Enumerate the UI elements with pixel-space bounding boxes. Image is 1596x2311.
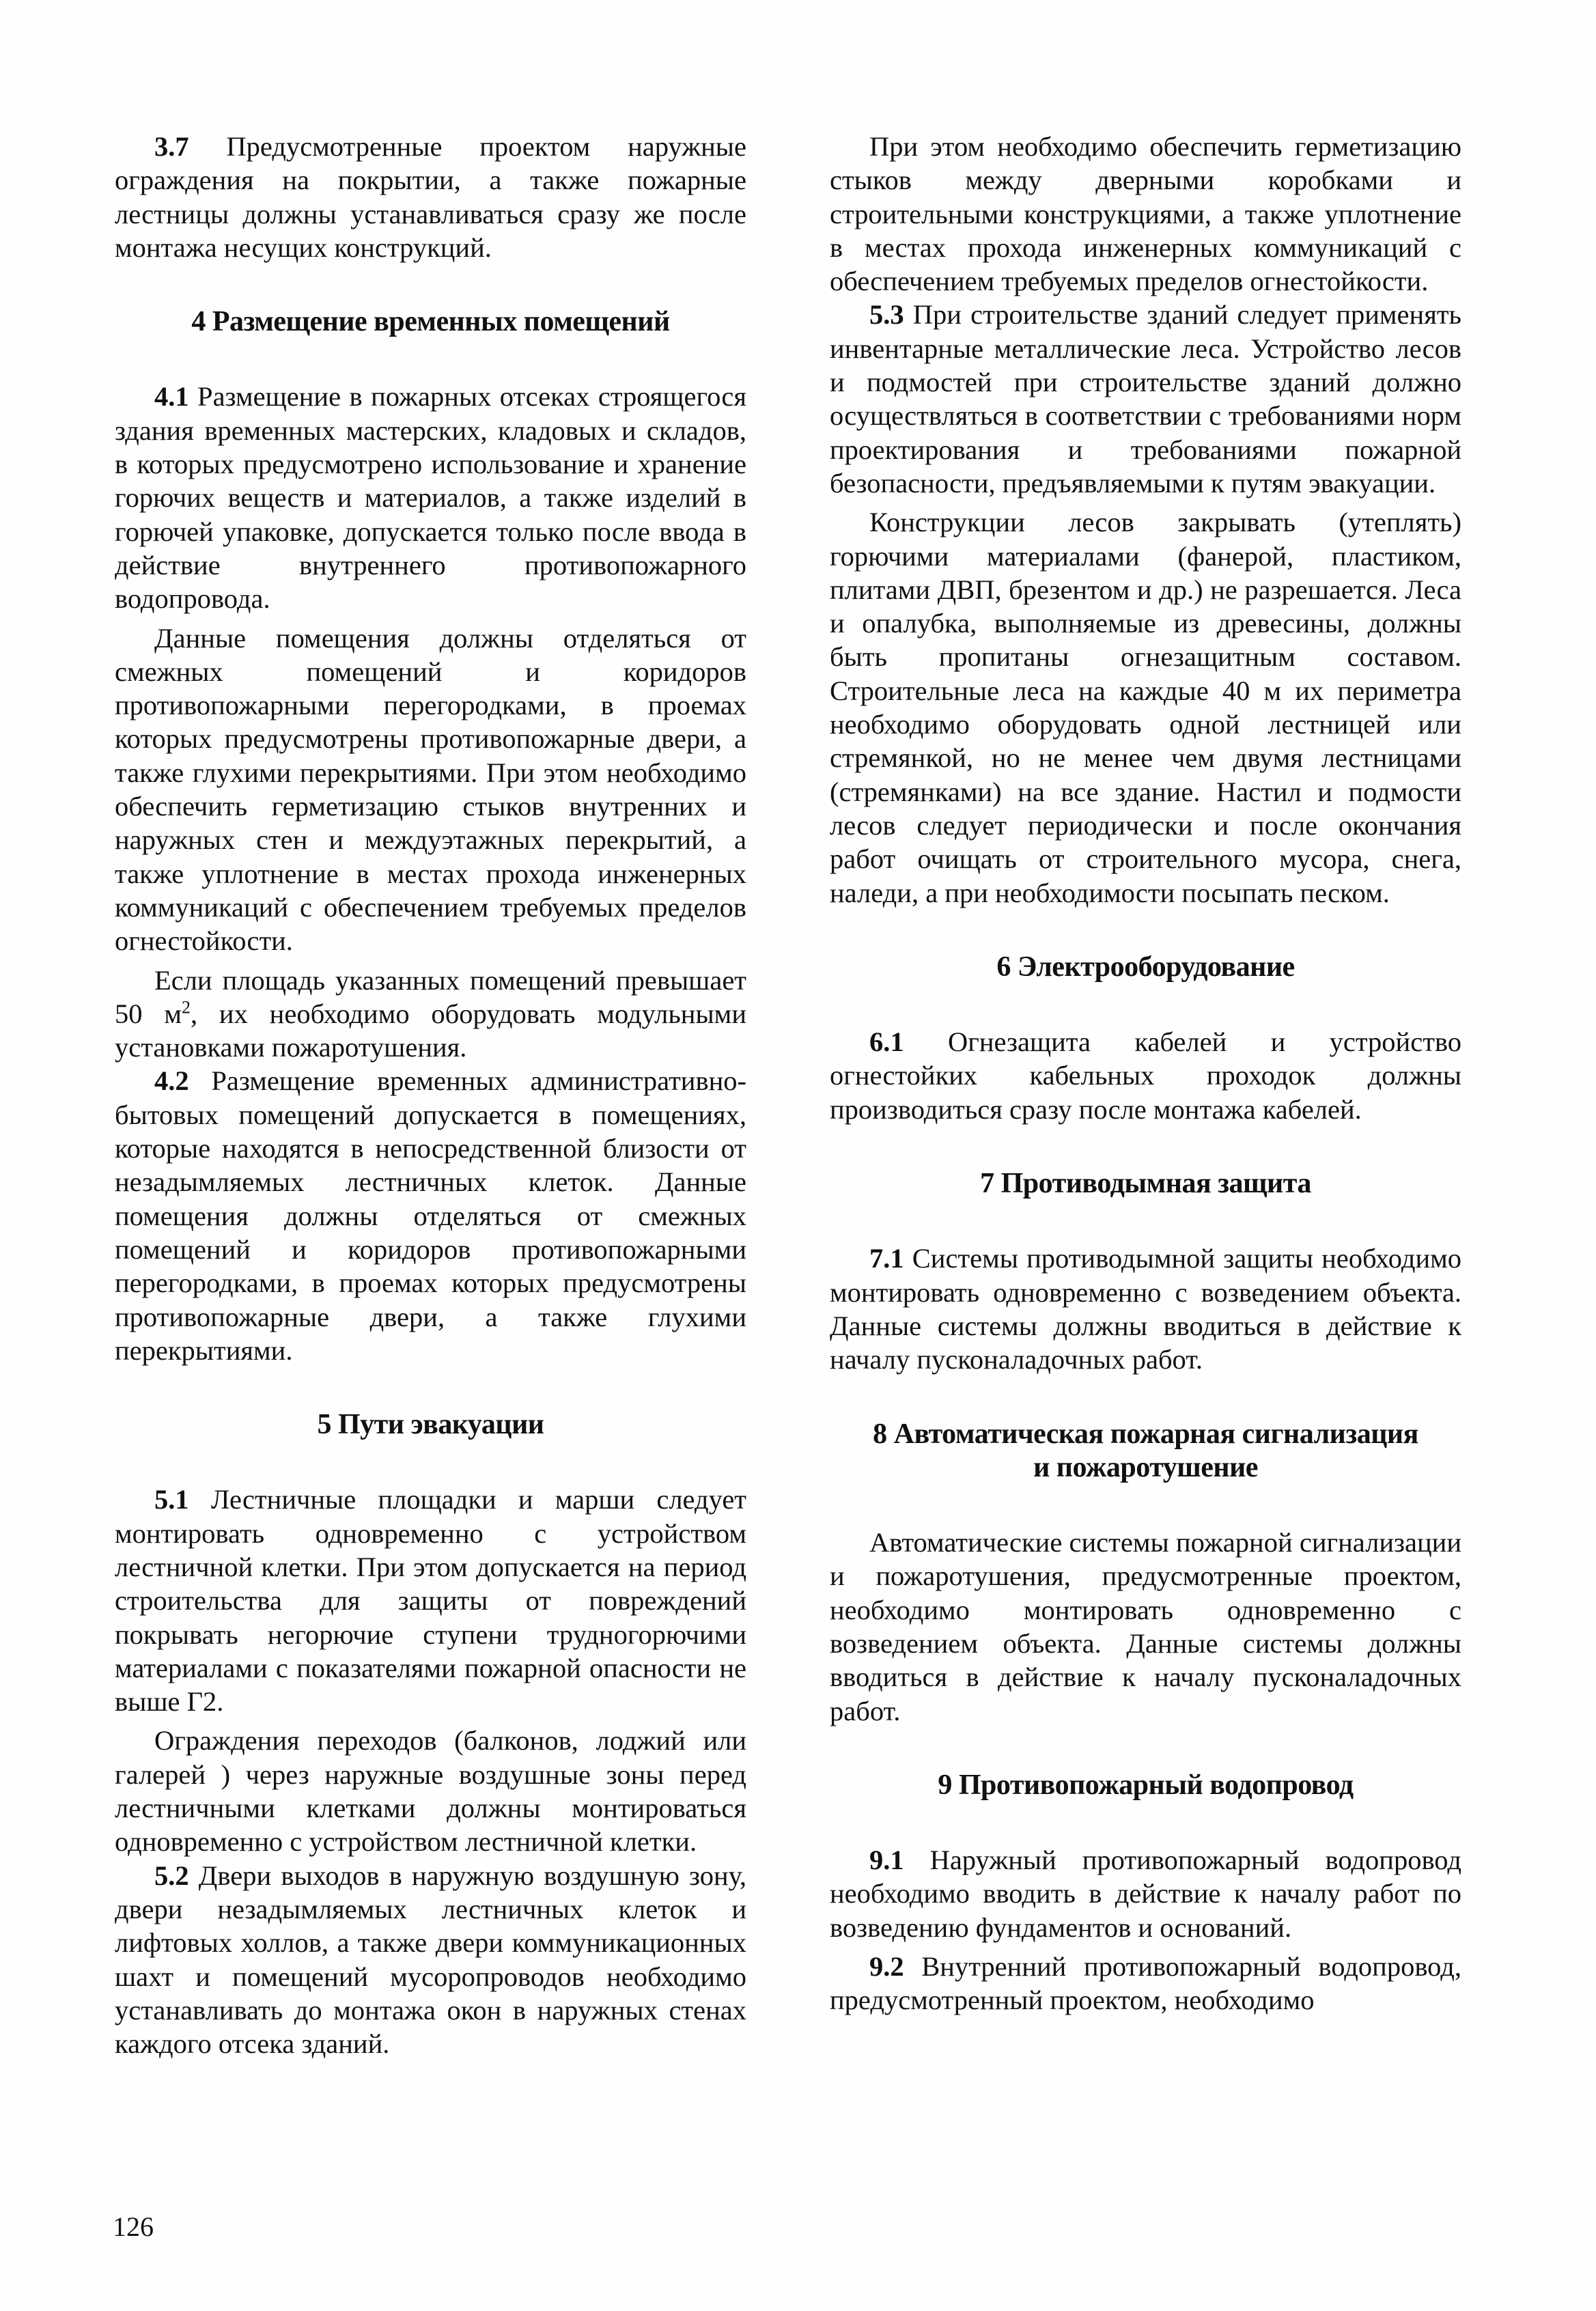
left-column [115,130,746,2060]
clause-number: 7.1 [869,1243,904,1274]
section-heading-8 [830,1418,1461,1485]
paragraph-5-1 [115,1483,746,1718]
heading-line: 8 Автоматическая пожарная сигнализация [873,1418,1418,1450]
paragraph-text: Размещение в пожарных отсеках строящегося здания временных мастерских, кладовых и складов, в которых предусмотрено использование и хранение горючих веществ и материалов, а также изделий в горючей упаковке, допускается только после ввода в действие внутреннего противопожарного водопровода. [115,381,746,615]
paragraph-4-1 [115,380,746,615]
paragraph-text: Огнезащита кабелей и устройство огнестойких кабельных проходок должны производиться сразу после монтажа кабелей. [830,1026,1461,1125]
paragraph-text: Наружный противопожарный водопровод необходимо вводить в действие к началу работ по возведению фундаментов и оснований. [830,1845,1461,1943]
clause-number: 5.1 [154,1484,189,1515]
heading-line: и пожаротушение [1033,1451,1258,1483]
paragraph-9-1 [830,1843,1461,1944]
clause-number: 5.2 [154,1860,189,1891]
paragraph-7-1 [830,1242,1461,1376]
clause-number: 4.1 [154,381,189,412]
clause-number: 4.2 [154,1065,189,1097]
paragraph-8: Автоматические системы пожарной сигнализации и пожаротушения, предусмотренные проектом, необходимо монтировать одновременно с возведением объекта. Данные системы должны вводиться в действие к началу пусконаладочных работ. [830,1527,1461,1726]
paragraph-5-3 [830,298,1461,500]
paragraph-text: Размещение временных административно-бытовых помещений допускается в помещениях, которые находятся в непосредственной близости от незадымляемых лестничных клеток. Данные помещения должны отделяться от смежных помещений и коридоров противопожарными перегородками, в проемах которых предусмотрены противопожарные двери, а также глухими перекрытиями. [115,1065,746,1366]
paragraph-5-2-continued: При этом необходимо обеспечить герметизацию стыков между дверными коробками и строительными конструкциями, а также уплотнение в местах прохода инженерных коммуникаций с обеспечением требуемых пределов огнестойкости. [830,131,1461,297]
section-heading-5: 5 Пути эвакуации [317,1409,544,1441]
paragraph-4-1-area [115,964,746,1065]
section-heading-9: 9 Противопожарный водопровод [938,1769,1354,1801]
page-number: 126 [113,2211,154,2242]
paragraph-text: Предусмотренные проектом наружные ограждения на покрытии, а также пожарные лестницы должны устанавливаться сразу же после монтажа несущих конструкций. [115,131,746,263]
paragraph-text: , их необходимо оборудовать модульными установками пожаротушения. [115,998,746,1063]
paragraph-6-1 [830,1025,1461,1126]
paragraph-5-1-continued: Ограждения переходов (балконов, лоджий или галерей ) через наружные воздушные зоны перед лестничными клетками должны монтироваться одновременно с устройством лестничной клетки. [115,1725,746,1858]
section-heading-7: 7 Противодымная защита [980,1168,1311,1200]
clause-number: 9.2 [869,1951,904,1983]
right-column [830,130,1461,2017]
paragraph-text: Системы противодымной защиты необходимо монтировать одновременно с возведением объекта. Данные системы должны вводиться в действие к началу пусконаладочных работ. [830,1243,1461,1375]
clause-number: 5.3 [869,299,904,331]
clause-number: 9.1 [869,1845,904,1876]
paragraph-text: Внутренний противопожарный водопровод, предусмотренный проектом, необходимо [830,1951,1461,2016]
superscript: 2 [181,997,191,1018]
paragraph-5-2 [115,1859,746,2061]
clause-number: 6.1 [869,1026,904,1058]
paragraph-9-2 [830,1950,1461,2017]
paragraph-text: Лестничные площадки и марши следует монтировать одновременно с устройством лестничной клетки. При этом допускается на период строительства для защиты от повреждений покрывать негорючие ступени трудногорючими материалами с показателями пожарной опасности не выше Г2. [115,1484,746,1718]
paragraph-text: При строительстве зданий следует применять инвентарные металлические леса. Устройство лесов и подмостей при строительстве зданий должно осуществляться в соответствии с требованиями норм проектирования и требованиями пожарной безопасности, предъявляемыми к путям эвакуации. [830,299,1461,499]
clause-number: 3.7 [154,131,189,162]
paragraph-text: Двери выходов в наружную воздушную зону, двери незадымляемых лестничных клеток и лифтовых холлов, а также двери коммуникационных шахт и помещений мусоропроводов необходимо устанавливать до монтажа окон в наружных стенах каждого отсека зданий. [115,1860,746,2060]
paragraph-5-3-continued: Конструкции лесов закрывать (утеплять) горючими материалами (фанерой, пластиком, плитами ДВП, брезентом и др.) не разрешается. Леса и опалубка, выполняемые из древесины, должны быть пропитаны огнезащитным составом. Строительные леса на каждые 40 м их периметра необходимо оборудовать одной лестницей или стремянкой, но не менее чем двумя лестницами (стремянками) на все здание. Настил и подмости лесов следует периодически и после окончания работ очищать от строительного мусора, снега, наледи, а при необходимости посыпать песком. [830,507,1461,908]
paragraph-4-2 [115,1064,746,1367]
paragraph-4-1-continued: Данные помещения должны отделяться от смежных помещений и коридоров противопожарными перегородками, в проемах которых предусмотрены противопожарные двери, а также глухими перекрытиями. При этом необходимо обеспечить герметизацию стыков внутренних и наружных стен и междуэтажных перекрытий, а также уплотнение в местах прохода инженерных коммуникаций с обеспечением требуемых пределов огнестойкости. [115,622,746,957]
paragraph-3-7 [115,130,746,264]
section-heading-6: 6 Электрооборудование [996,951,1295,983]
section-heading-4: 4 Размещение временных помещений [191,306,670,338]
paragraph-text: Если площадь указанных помещений превышает 50 м [115,964,746,1029]
